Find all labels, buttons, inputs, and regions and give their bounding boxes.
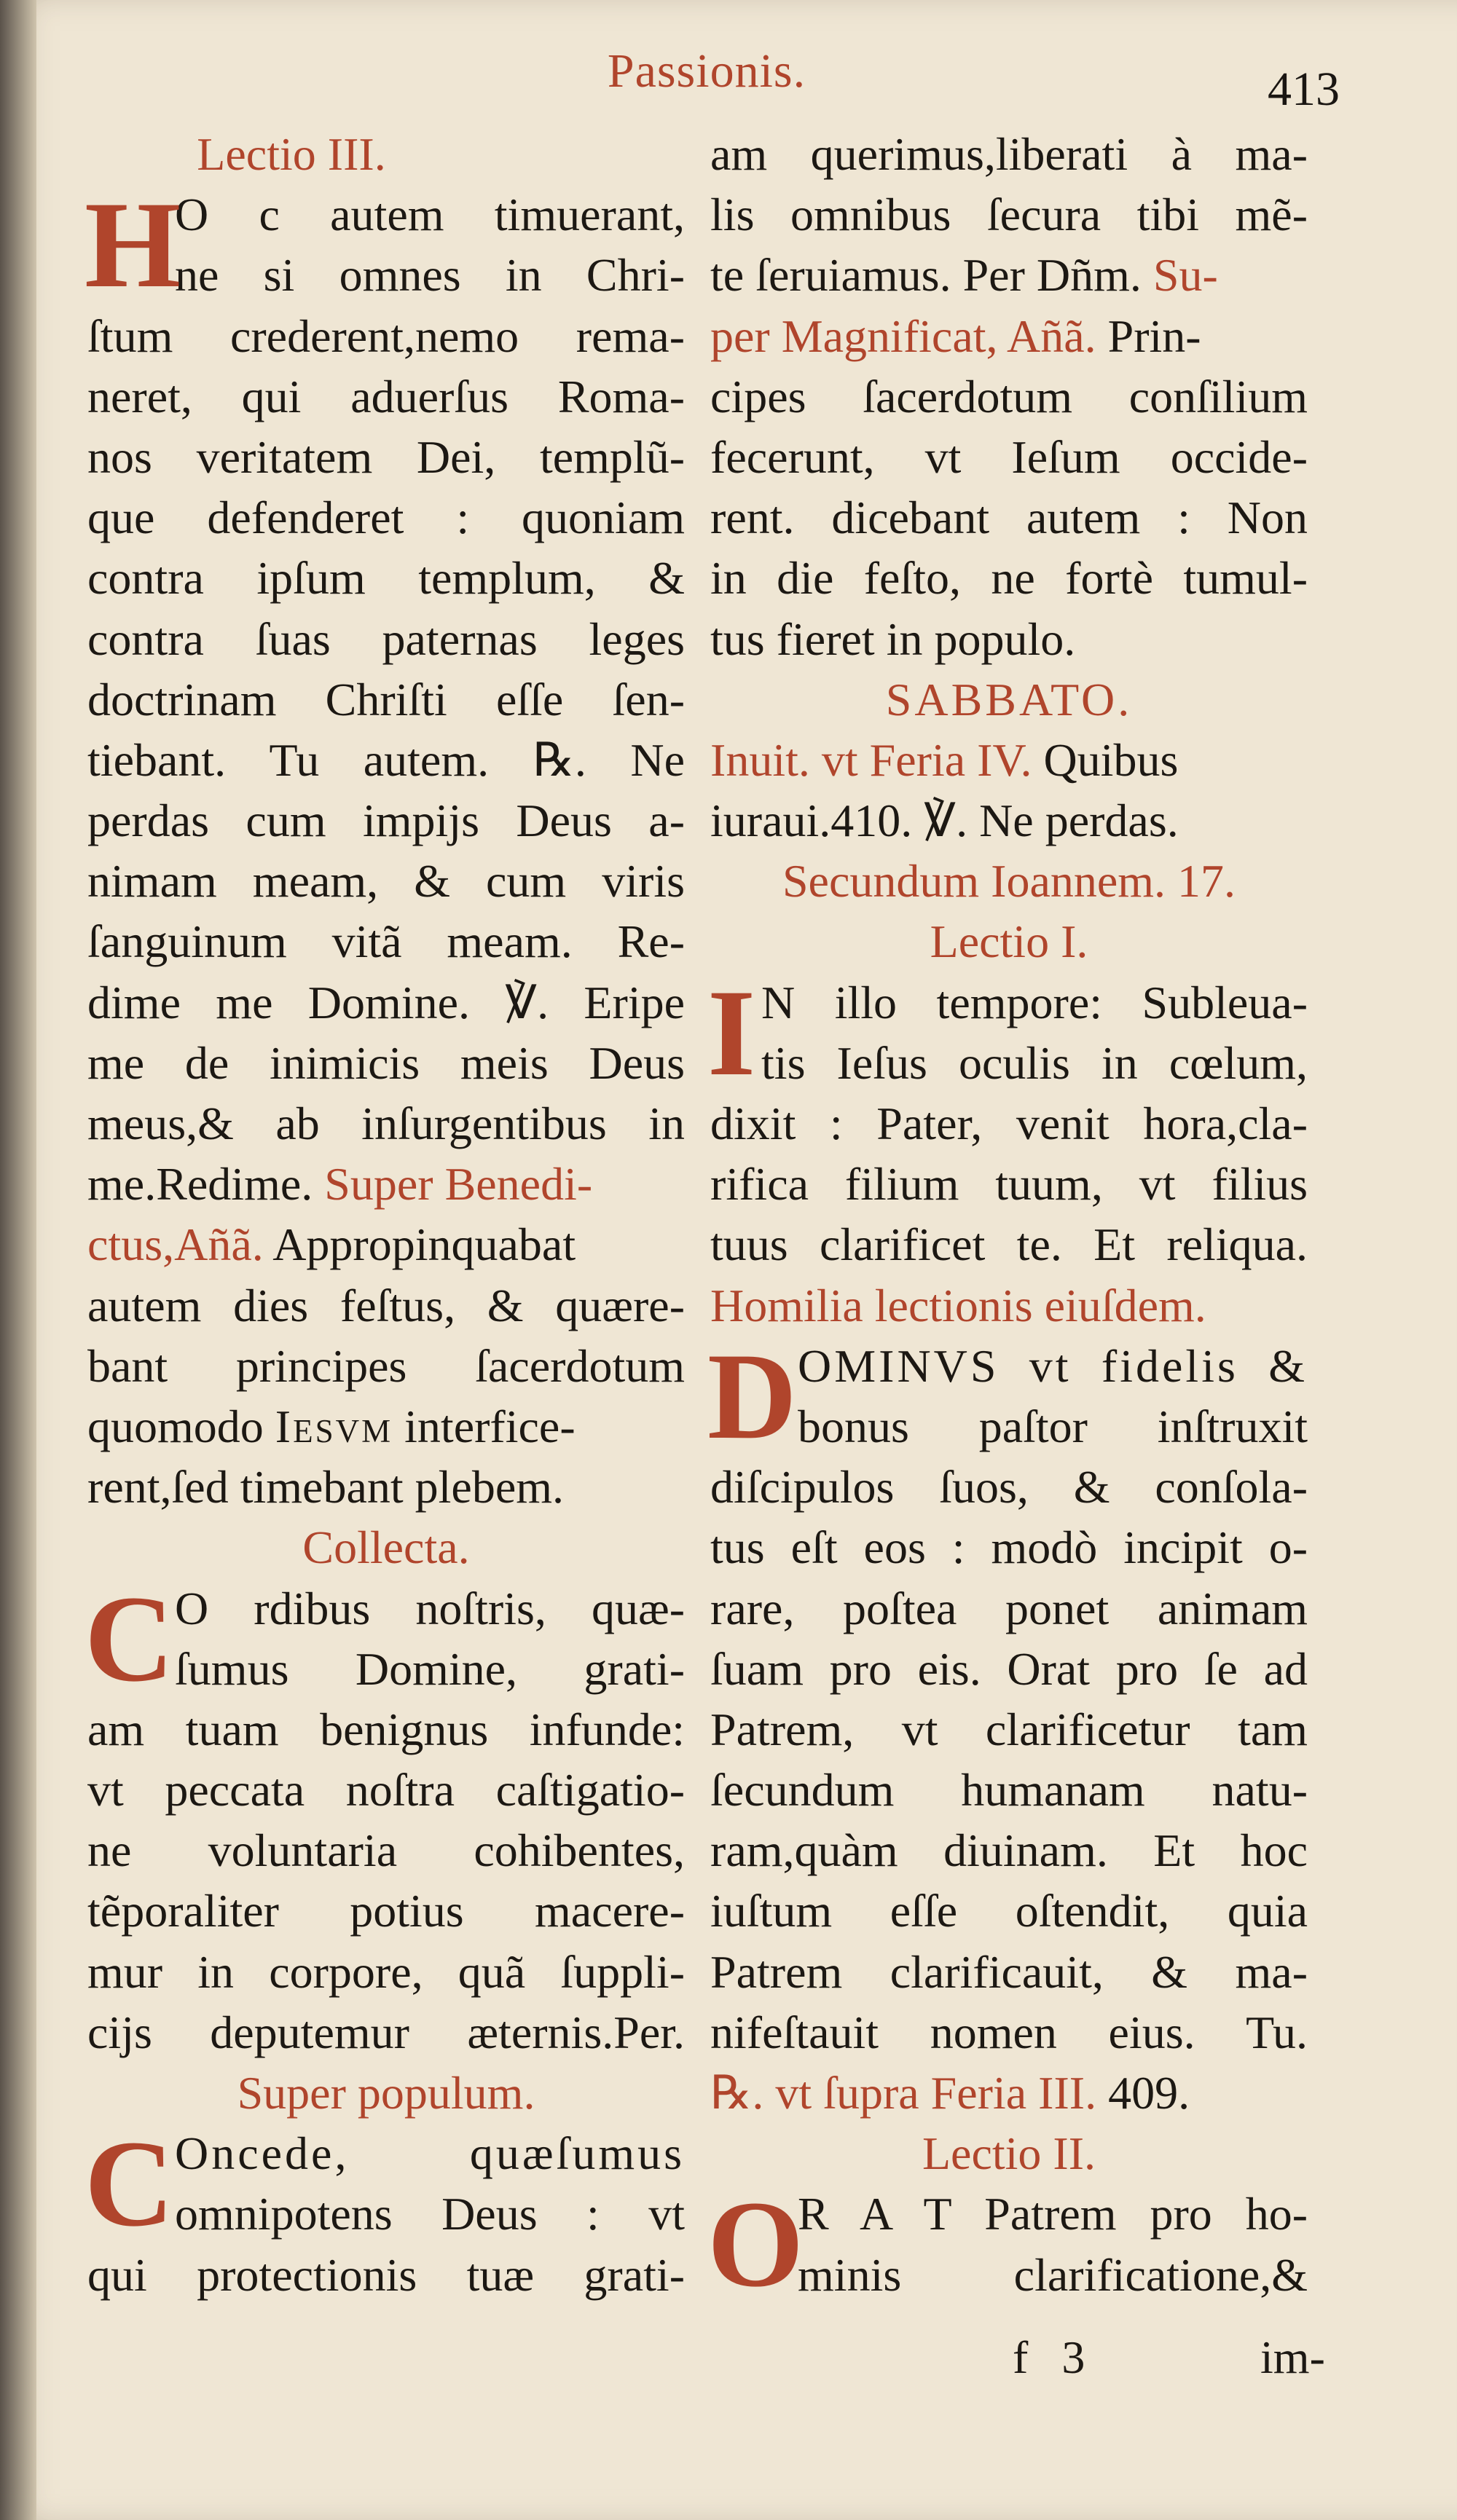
text-line xyxy=(710,306,1308,366)
text-line: nos veritatem Dei, templũ- xyxy=(87,430,685,483)
homilia-heading: Homilia lectionis eiuſdem. xyxy=(710,1279,1206,1331)
text-line: tiebant. Tu autem. ℞. Ne xyxy=(87,733,685,786)
text-line: autem dies feſtus, & quære- xyxy=(87,1279,685,1331)
drop-cap-c2: C xyxy=(85,2115,174,2253)
text-line: contra ſuas paternas leges xyxy=(87,613,685,665)
interficerent-text: interfice- xyxy=(404,1400,576,1452)
left-column xyxy=(87,124,685,2305)
secundum-heading: Secundum Ioannem. 17. xyxy=(782,855,1236,907)
text-line: tuus clarificet te. Et reliqua. xyxy=(710,1218,1308,1271)
lectio-iii-heading: Lectio III. xyxy=(197,128,386,180)
lectio-ii-heading: Lectio II. xyxy=(922,2127,1096,2180)
concede-block xyxy=(85,2115,685,2253)
orat-block xyxy=(707,2176,1308,2313)
ctus-ana-rubric: ctus,Añã. xyxy=(87,1218,264,1271)
text-line xyxy=(87,1214,685,1275)
text-line: fecerunt, vt Ieſum occide- xyxy=(710,430,1308,483)
drop-cap-c: C xyxy=(85,1570,174,1707)
lectio-iii-block xyxy=(85,176,685,314)
text-line: Oncede, quæſumus xyxy=(175,2127,685,2180)
text-line: bant principes ſacerdotum xyxy=(87,1339,685,1392)
text-line: R A T Patrem pro ho- xyxy=(798,2188,1308,2240)
text-line: rare, poſtea ponet animam xyxy=(710,1582,1308,1634)
right-column xyxy=(707,124,1308,2313)
text-line: bonus paſtor inſtruxit xyxy=(798,1400,1308,1452)
text-line: ſumus Domine, grati- xyxy=(175,1642,685,1695)
supra-rubric: ℞. vt ſupra Feria III. xyxy=(710,2067,1097,2119)
text-line: ram,quàm diuinam. Et hoc xyxy=(710,1824,1308,1877)
text-line: am tuam benignus infunde: xyxy=(87,1703,685,1755)
principes-text: Prin- xyxy=(1107,310,1201,362)
collecta-heading: Collecta. xyxy=(302,1521,470,1574)
redime-text: me.Redime. xyxy=(87,1158,313,1210)
text-line: ſtum crederent,nemo rema- xyxy=(87,310,685,362)
super-populum-heading: Super populum. xyxy=(237,2067,535,2119)
text-line: O c autem timuerant, xyxy=(175,189,685,241)
text-line: lis omnibus ſecura tibi mẽ- xyxy=(710,189,1308,241)
text-line: cipes ſacerdotum conſilium xyxy=(710,370,1308,422)
lectio-i-block xyxy=(707,964,1308,1101)
lectio-i-heading: Lectio I. xyxy=(930,916,1088,968)
drop-cap-d: D xyxy=(707,1327,797,1465)
text-line: mur in corpore, quã ſuppli- xyxy=(87,1945,685,1998)
text-line: cijs deputemur æternis.Per. xyxy=(87,2006,685,2058)
text-line: ne si omnes in Chri- xyxy=(175,249,685,302)
text-line: meus,& ab inſurgentibus in xyxy=(87,1098,685,1149)
text-line: rent,ſed timebant plebem. xyxy=(87,1461,564,1513)
text-line: OMINVS vt fidelis & xyxy=(798,1339,1308,1392)
super-benedictus-rubric: Super Benedi- xyxy=(324,1158,593,1210)
text-line: Patrem, vt clarificetur tam xyxy=(710,1703,1308,1755)
text-line: minis clarificatione,& xyxy=(798,2248,1308,2301)
drop-cap-o: O xyxy=(707,2176,804,2313)
book-gutter xyxy=(0,0,36,2520)
text-line: dixit : Pater, venit hora,cla- xyxy=(710,1098,1308,1149)
text-line: perdas cum impijs Deus a- xyxy=(87,795,685,847)
text-line: ſanguinum vitã meam. Re- xyxy=(87,916,685,968)
text-line: tẽporaliter potius macere- xyxy=(87,1885,685,1937)
per-dnm-text: te ſeruiamus. Per Dñm. xyxy=(710,249,1142,302)
su-rubric: Su- xyxy=(1152,249,1218,302)
text-line xyxy=(710,730,1308,790)
text-line xyxy=(710,2063,1308,2123)
text-line: que defenderet : quoniam xyxy=(87,492,685,544)
iesum-text: Iesvm xyxy=(275,1400,393,1452)
text-line xyxy=(710,245,1308,305)
text-line: nimam meam, & cum viris xyxy=(87,855,685,907)
text-line: qui protectionis tuæ grati- xyxy=(87,2248,685,2301)
text-line xyxy=(87,1154,685,1214)
page-ref: 409. xyxy=(1108,2067,1190,2119)
drop-cap-h: H xyxy=(85,176,181,314)
appropinquabat-text: Appropinquabat xyxy=(272,1218,576,1271)
text-line: tus eſt eos : modò incipit o- xyxy=(710,1521,1308,1574)
collecta-block xyxy=(85,1570,685,1707)
text-line: ne voluntaria cohibentes, xyxy=(87,1824,685,1877)
text-line: me de inimicis meis Deus xyxy=(87,1036,685,1089)
dominus-block xyxy=(707,1327,1308,1465)
text-line: vt peccata noſtra caſtigatio- xyxy=(87,1764,685,1816)
text-line: nifeſtauit nomen eius. Tu. xyxy=(710,2006,1308,2058)
text-line: ſuam pro eis. Orat pro ſe ad xyxy=(710,1642,1308,1695)
text-line: iuſtum eſſe oſtendit, quia xyxy=(710,1885,1308,1937)
inuit-rubric: Inuit. vt Feria IV. xyxy=(710,733,1032,786)
quomodo-text: quomodo xyxy=(87,1400,264,1452)
text-line xyxy=(87,1396,685,1457)
page-number: 413 xyxy=(1268,63,1340,116)
text-line: tis Ieſus oculis in cœlum, xyxy=(761,1036,1308,1089)
text-line: iuraui.410. ℣. Ne perdas. xyxy=(710,795,1179,847)
text-line: contra ipſum templum, & xyxy=(87,552,685,605)
text-line: O rdibus noſtris, quæ- xyxy=(175,1582,685,1634)
text-line: omnipotens Deus : vt xyxy=(175,2188,685,2240)
magnificat-rubric: per Magnificat, Añã. xyxy=(710,310,1096,362)
text-line: tus fieret in populo. xyxy=(710,613,1076,665)
signature-mark: f 3 xyxy=(1013,2331,1085,2383)
text-line: Patrem clarificauit, & ma- xyxy=(710,1945,1308,1998)
text-line: diſcipulos ſuos, & conſola- xyxy=(710,1461,1308,1513)
text-line: dime me Domine. ℣. Eripe xyxy=(87,976,685,1028)
text-line: rifica filium tuum, vt filius xyxy=(710,1158,1308,1210)
text-line: ſecundum humanam natu- xyxy=(710,1764,1308,1816)
quibus-text: Quibus xyxy=(1043,733,1179,786)
text-line: in die feſto, ne fortè tumul- xyxy=(710,552,1308,605)
drop-cap-i: I xyxy=(707,964,756,1101)
text-line: doctrinam Chriſti eſſe ſen- xyxy=(87,673,685,725)
text-line: neret, qui aduerſus Roma- xyxy=(87,370,685,422)
text-line: am querimus,liberati à ma- xyxy=(710,128,1308,180)
text-line: N illo tempore: Subleua- xyxy=(761,976,1308,1028)
running-title: Passionis. xyxy=(607,44,806,98)
sabbato-heading: SABBATO. xyxy=(885,673,1133,725)
text-line: rent. dicebant autem : Non xyxy=(710,492,1308,544)
catchword: im- xyxy=(1260,2331,1325,2383)
